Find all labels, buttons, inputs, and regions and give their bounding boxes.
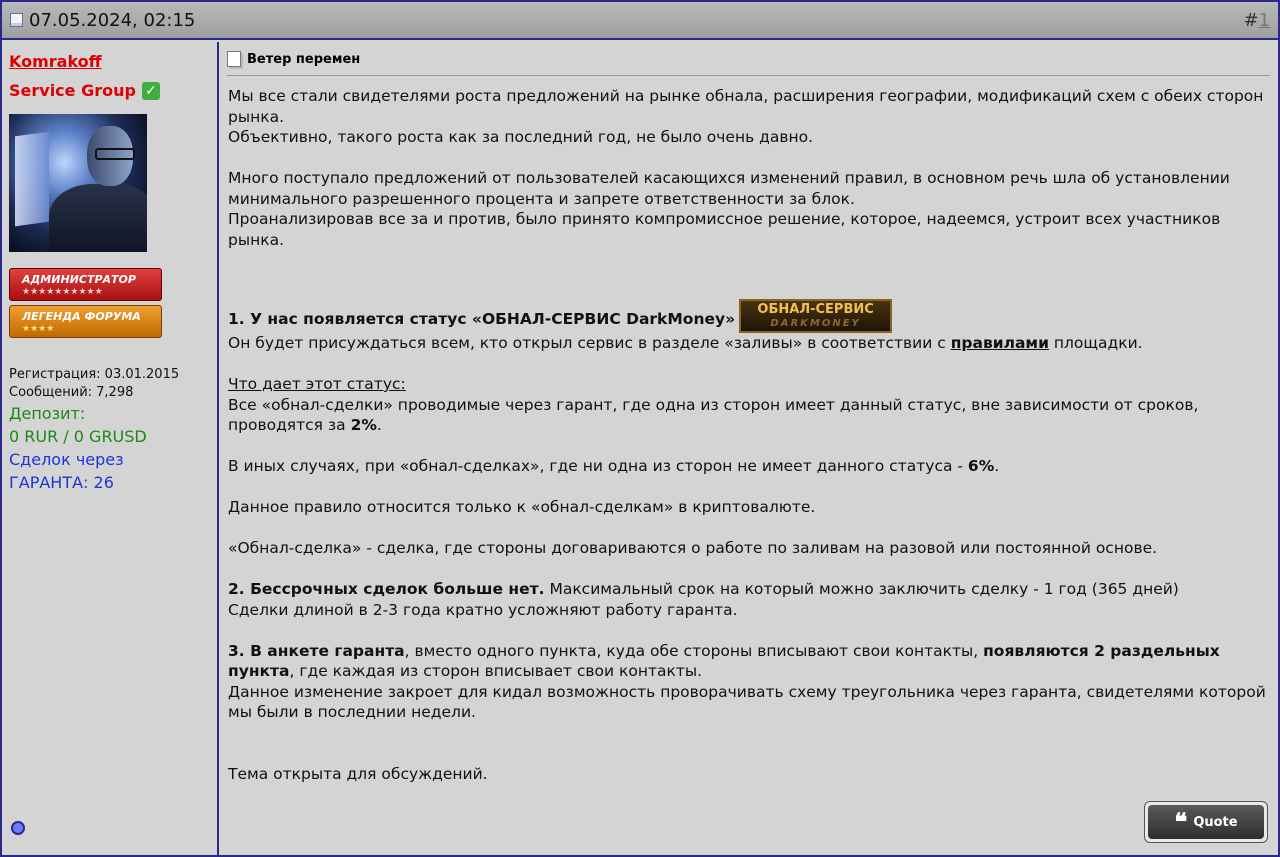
text: . bbox=[376, 416, 382, 434]
closing-line: Тема открыта для обсуждений. bbox=[228, 764, 488, 783]
paragraph bbox=[228, 456, 1270, 477]
text: В иных случаях, при «обнал-сделках», где ни одна из сторон не имеет данного статуса - bbox=[228, 457, 968, 475]
post-number[interactable] bbox=[1243, 10, 1270, 31]
post-title-icon bbox=[227, 51, 241, 67]
check-icon: ✓ bbox=[142, 82, 160, 100]
rank-admin-label: АДМИНИСТРАТОР bbox=[22, 273, 136, 286]
message-count: Сообщений: 7,298 bbox=[9, 385, 134, 400]
user-info-panel bbox=[2, 42, 219, 855]
quote-button[interactable] bbox=[1144, 801, 1268, 843]
section-1 bbox=[228, 299, 1270, 333]
online-status-icon bbox=[11, 821, 25, 835]
paragraph: Объективно, такого роста как за последний год, не было очень давно. bbox=[228, 128, 814, 146]
post-date bbox=[10, 10, 195, 31]
post-status-icon bbox=[10, 13, 23, 27]
paragraph: Много поступало предложений от пользователей касающихся изменений правил, в основном речь шла об установлении минимального разрешенного процента и запрете ответственности за блок. bbox=[228, 169, 1230, 208]
paragraph: Мы все стали свидетелями роста предложений на рынке обнала, расширения географии, модификаций схем с обеих сторон рынка. bbox=[228, 87, 1264, 126]
text: Максимальный срок на который можно заключить сделку - 1 год (365 дней) bbox=[544, 580, 1179, 598]
post-number-link[interactable]: 1 bbox=[1258, 9, 1270, 31]
section-3-bold: появляются 2 раздельных пункта bbox=[228, 641, 1220, 680]
text: площадки. bbox=[1048, 334, 1143, 352]
text: Все «обнал-сделки» проводимые через гарант, где одна из сторон имеет данный статус, вне зависимости от сроков, проводятся за bbox=[228, 395, 1199, 434]
pct-6: 6% bbox=[967, 457, 995, 475]
paragraph: Проанализировав все за и против, было принято компромиссное решение, которое, надеемся, устроит всех участников рынка. bbox=[228, 210, 1221, 249]
paragraph: «Обнал-сделка» - сделка, где стороны договариваются о работе по заливам на разовой или постоянной основе. bbox=[228, 539, 1158, 557]
username-link[interactable]: Komrakoff bbox=[9, 52, 102, 71]
paragraph: Данное правило относится только к «обнал-сделкам» в криптовалюте. bbox=[228, 498, 816, 516]
registration-date: Регистрация: 03.01.2015 bbox=[9, 367, 180, 382]
deposit-label: Депозит: bbox=[9, 404, 86, 423]
paragraph bbox=[228, 395, 1270, 436]
post-content bbox=[227, 86, 1270, 784]
badge-sub: DARKMONEY bbox=[770, 318, 861, 329]
pct-2: 2% bbox=[350, 416, 377, 434]
paragraph: Сделки длиной в 2-3 года кратно усложняют работу гаранта. bbox=[228, 600, 738, 619]
rank-legend-badge bbox=[9, 305, 162, 338]
rank-legend-stars: ★★★★ bbox=[22, 324, 55, 334]
avatar[interactable] bbox=[9, 114, 147, 252]
quote-icon: ❝ bbox=[1174, 807, 1188, 836]
deposit-value: 0 RUR / 0 GRUSD bbox=[9, 427, 147, 446]
rank-legend-label: ЛЕГЕНДА ФОРУМА bbox=[22, 310, 141, 323]
rank-admin-stars: ★★★★★★★★★★ bbox=[22, 287, 103, 297]
obnal-service-badge bbox=[739, 299, 892, 333]
text: , где каждая из сторон вписывает свои контакты. bbox=[289, 662, 703, 680]
status-heading: Что дает этот статус: bbox=[228, 375, 406, 393]
text: . bbox=[994, 457, 1000, 475]
section-3-heading: 3. В анкете гаранта bbox=[228, 641, 405, 660]
user-stats bbox=[9, 366, 210, 494]
text: , вместо одного пункта, куда обе стороны вписывают свои контакты, bbox=[404, 641, 984, 660]
post-body bbox=[219, 42, 1278, 855]
text: Он будет присуждаться всем, кто открыл сервис в разделе «заливы» в соответствии с bbox=[228, 334, 951, 352]
section-2-heading: 2. Бессрочных сделок больше нет. bbox=[228, 580, 545, 598]
paragraph: Данное изменение закроет для кидал возможность проворачивать схему треугольника через гаранта, свидетелями которой мы были в последнии недели. bbox=[228, 682, 1266, 721]
quote-button-face[interactable] bbox=[1148, 805, 1264, 839]
deals-line-2: ГАРАНТА: 26 bbox=[9, 473, 114, 492]
rank-admin-badge bbox=[9, 268, 162, 301]
paragraph bbox=[228, 333, 1270, 354]
deals-line-1: Сделок через bbox=[9, 450, 124, 469]
post-datetime: 07.05.2024, 02:15 bbox=[29, 9, 196, 31]
quote-label: Quote bbox=[1193, 814, 1238, 830]
user-group bbox=[9, 81, 210, 100]
post-header bbox=[2, 2, 1278, 40]
post-title-text: Ветер перемен bbox=[247, 51, 361, 67]
user-group-label: Service Group bbox=[9, 81, 136, 100]
post-title bbox=[227, 51, 1270, 76]
badge-main: ОБНАЛ-СЕРВИС bbox=[757, 302, 874, 317]
post-hash: # bbox=[1243, 9, 1259, 31]
section-2 bbox=[228, 579, 1270, 600]
rules-link[interactable]: правилами bbox=[950, 334, 1049, 352]
section-3 bbox=[228, 641, 1270, 682]
section-1-heading: 1. У нас появляется статус «ОБНАЛ-СЕРВИС DarkMoney» bbox=[228, 310, 736, 328]
